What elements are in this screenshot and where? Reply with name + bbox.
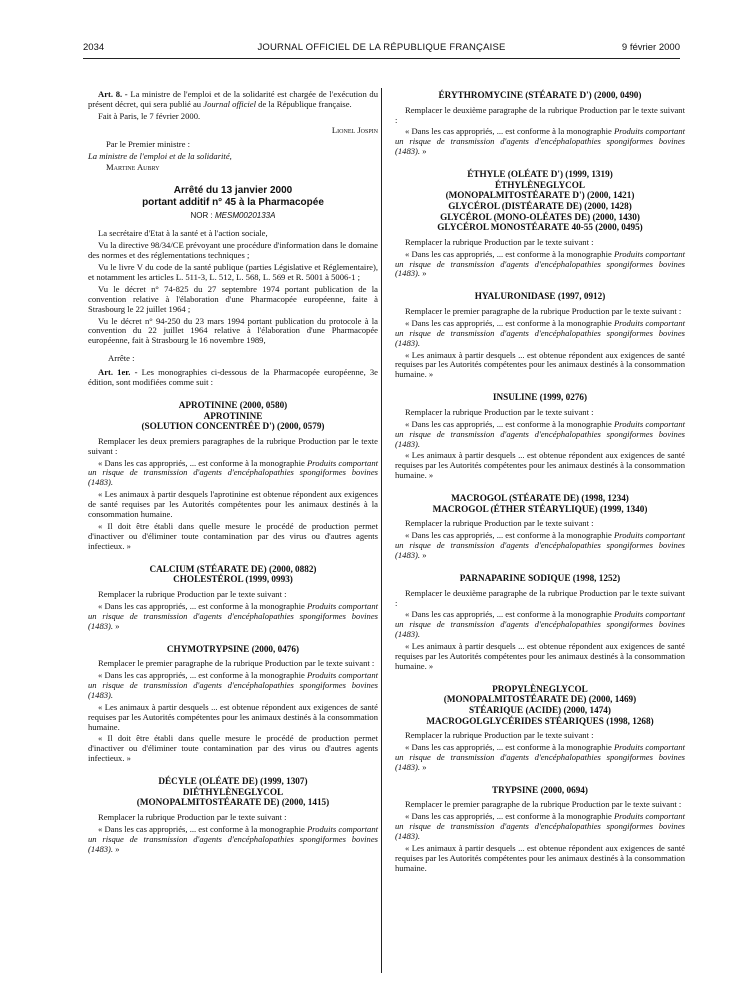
visa-1: Vu la directive 98/34/CE prévoyant une procédure d'information dans le domaine des normes et des réglementations techniques ; bbox=[88, 240, 378, 261]
section-title-parnaparine: PARNAPARINE SODIQUE (1998, 1252) bbox=[459, 573, 621, 583]
section-title-ethyle: ÉTHYLE (OLÉATE D') (1999, 1319) ÉTHYLÈNEGLYCOL (MONOPALMITOSTÉARATE D') (2000, 1421) GLYCÉROL (DISTÉARATE DE) (2000, 1428) GLYCÉROL (MONO-OLÉATES DE) (2000, 1430) GLYCÉROL MONOSTÉARATE 40-55 (2000, 0495) bbox=[437, 169, 643, 233]
paragraph: Remplacer la rubrique Production par le texte suivant : bbox=[405, 236, 594, 247]
article-1: Art. 1er. - Les monographies ci-dessous de la Pharmacopée européenne, 3e édition, sont modifiées comme suit : bbox=[88, 367, 378, 388]
header-rule bbox=[83, 58, 680, 59]
paragraph: Remplacer la rubrique Production par le texte suivant : bbox=[98, 811, 287, 822]
arrete-title: Arrêté du 13 janvier 2000 portant additif n° 45 à la Pharmacopée bbox=[142, 185, 324, 208]
visa-4: Vu le décret n° 94-250 du 23 mars 1994 portant publication du protocole à la convention du 22 juillet 1964 relative à l'élaboration d'une Pharmacopée européenne, fait à Strasbourg le 16 novembre 1989, bbox=[88, 315, 378, 346]
paragraph: Remplacer le premier paragraphe de la rubrique Production par le texte suivant : bbox=[98, 658, 375, 669]
page-header bbox=[83, 42, 680, 56]
paragraph: « Les animaux à partir desquels ... est obtenue répondent aux exigences de santé requises par les Autorités compétentes pour les animaux destinés à la consommation humaine. bbox=[395, 843, 685, 873]
paragraph: « Les animaux à partir desquels ... est obtenue répondent aux exigences de santé requises par les Autorités compétentes pour les animaux destinés à la consommation humaine. bbox=[88, 701, 378, 732]
paragraph: « Dans les cas appropriés, ... est conforme à la monographie Produits comportant un risque de transmission d'agents d'encéphalopathies spongiformes bovines (1483). » bbox=[395, 248, 686, 279]
par-premier-ministre: Par le Premier ministre : bbox=[106, 138, 191, 149]
paragraph: « Dans les cas appropriés, ... est conforme à la monographie Produits comportant un risque de transmission d'agents d'encéphalopathies spongiformes bovines (1483). bbox=[88, 670, 379, 700]
paragraph: « Dans les cas appropriés, ... est conforme à la monographie Produits comportant un risque de transmission d'agents d'encéphalopathies spongiformes bovines (1483). bbox=[395, 609, 686, 640]
nor-reference: NOR : MESM0020133A bbox=[190, 211, 276, 221]
paragraph: « Les animaux à partir desquels l'aprotinine est obtenue répondent aux exigences de santé requises par les Autorités compétentes pour les animaux destinés à la consommation humaine. bbox=[88, 489, 378, 520]
section-title-decyle: DÉCYLE (OLÉATE DE) (1999, 1307) DIÉTHYLÈNEGLYCOL (MONOPALMITOSTÉARATE DE) (2000, 1415) bbox=[136, 776, 330, 808]
article-8: Art. 8. - La ministre de l'emploi et de la solidarité est chargée de l'exécution du présent décret, qui sera publié au Journal officiel de la République française. bbox=[88, 89, 378, 109]
section-title-chymotrypsine: CHYMOTRYPSINE (2000, 0476) bbox=[166, 643, 300, 654]
paragraph: « Dans les cas appropriés, ... est conforme à la monographie Produits comportant un risque de transmission d'agents d'encéphalopathies spongiformes bovines (1483). bbox=[395, 418, 686, 449]
paragraph: « Dans les cas appropriés, ... est conforme à la monographie Produits comportant un risque de transmission d'agents d'encéphalopathies spongiformes bovines (1483). » bbox=[395, 530, 686, 561]
paragraph: Remplacer la rubrique Production par le texte suivant : bbox=[98, 588, 287, 599]
paragraph: « Dans les cas appropriés, ... est conforme à la monographie Produits comportant un risque de transmission d'agents d'encéphalopathies spongiformes bovines (1483). bbox=[395, 317, 686, 348]
visa-3: Vu le décret n° 74-825 du 27 septembre 1974 portant publication de la convention relative à l'élaboration d'une Pharmacopée européenne, faite à Strasbourg le 22 juillet 1964 ; bbox=[88, 283, 378, 314]
paragraph: Remplacer la rubrique Production par le texte suivant : bbox=[405, 518, 594, 529]
paragraph: « Dans les cas appropriés, ... est conforme à la monographie Produits comportant un risque de transmission d'agents d'encéphalopathies spongiformes bovines (1483). » bbox=[88, 600, 379, 631]
section-title-hyaluronidase: HYALURONIDASE (1997, 0912) bbox=[474, 291, 606, 302]
issue-date: 9 février 2000 bbox=[621, 42, 680, 53]
right-column bbox=[395, 90, 685, 876]
section-title-erythromycine: ÉRYTHROMYCINE (STÉARATE D') (2000, 0490) bbox=[438, 90, 642, 100]
section-title-calcium: CALCIUM (STÉARATE DE) (2000, 0882) CHOLESTÉROL (1999, 0993) bbox=[149, 563, 317, 585]
signatory: Lionel Jospin bbox=[331, 124, 378, 135]
ministre-title: La ministre de l'emploi et de la solidarité, bbox=[88, 150, 232, 161]
paragraph: Remplacer la rubrique Production par le texte suivant : bbox=[405, 406, 594, 417]
intro-text: La secrétaire d'Etat à la santé et à l'action sociale, bbox=[98, 228, 268, 239]
paragraph: Remplacer les deux premiers paragraphes de la rubrique Production par le texte suivant : bbox=[88, 435, 378, 456]
paragraph: Remplacer le premier paragraphe de la rubrique Production par le texte suivant : bbox=[405, 799, 682, 810]
fait-a-paris: Fait à Paris, le 7 février 2000. bbox=[98, 110, 201, 121]
section-title-insuline: INSULINE (1999, 0276) bbox=[492, 392, 588, 403]
left-column bbox=[88, 90, 378, 857]
journal-title: JOURNAL OFFICIEL DE LA RÉPUBLIQUE FRANÇAISE bbox=[257, 42, 506, 53]
visa-2: Vu le livre V du code de la santé publique (parties Législative et Réglementaire), et notamment les articles L. 511-3, L. 512, L. 568, L. 569 et R. 5001 à 5006-1 ; bbox=[88, 261, 378, 282]
arrete-label: Arrête : bbox=[108, 353, 135, 364]
paragraph: « Dans les cas appropriés, ... est conforme à la monographie Produits comportant un risque de transmission d'agents d'encéphalopathies spongiformes bovines (1483). bbox=[395, 811, 686, 842]
column-divider bbox=[381, 88, 382, 973]
paragraph: « Dans les cas appropriés, ... est conforme à la monographie Produits comportant un risque de transmission d'agents d'encéphalopathies spongiformes bovines (1483). bbox=[88, 457, 379, 488]
section-title-trypsine: TRYPSINE (2000, 0694) bbox=[492, 784, 588, 795]
paragraph: « Les animaux à partir desquels ... est obtenue répondent aux exigences de santé requises par les Autorités compétentes pour les animaux destinés à la consommation humaine. » bbox=[395, 349, 685, 380]
paragraph: « Dans les cas appropriés, ... est conforme à la monographie Produits comportant un risque de transmission d'agents d'encéphalopathies spongiformes bovines (1483). » bbox=[395, 126, 686, 157]
paragraph: « Il doit être établi dans quelle mesure le procédé de production permet d'inactiver ou d'éliminer toute contamination par des virus ou d'autres agents infectieux. » bbox=[88, 520, 378, 551]
section-title-macrogol: MACROGOL (STÉARATE DE) (1998, 1234) MACROGOL (ÉTHER STÉARYLIQUE) (1999, 1340) bbox=[432, 493, 648, 514]
page-number: 2034 bbox=[83, 42, 105, 53]
paragraph: « Il doit être établi dans quelle mesure le procédé de production permet d'inactiver ou d'éliminer toute contamination par des virus ou d'autres agents infectieux. » bbox=[88, 733, 378, 764]
paragraph: « Les animaux à partir desquels ... est obtenue répondent aux exigences de santé requises par les Autorités compétentes pour les animaux destinés à la consommation humaine. » bbox=[395, 641, 685, 671]
section-title-aprotinine: APROTININE (2000, 0580) APROTININE (SOLUTION CONCENTRÉE D') (2000, 0579) bbox=[141, 399, 325, 432]
section-title-propyleneglycol: PROPYLÈNEGLYCOL (MONOPALMITOSTÉARATE DE) (2000, 1469) STÉARIQUE (ACIDE) (2000, 1474) MACROGOLGLYCÉRIDES STÉARIQUES (1998, 1268) bbox=[426, 683, 654, 726]
paragraph: Remplacer la rubrique Production par le texte suivant : bbox=[405, 730, 594, 741]
paragraph: « Les animaux à partir desquels ... est obtenue répondent aux exigences de santé requises par les Autorités compétentes pour les animaux destinés à la consommation humaine. » bbox=[395, 450, 685, 481]
paragraph: « Dans les cas appropriés, ... est conforme à la monographie Produits comportant un risque de transmission d'agents d'encéphalopathies spongiformes bovines (1483). » bbox=[88, 823, 379, 854]
paragraph: « Dans les cas appropriés, ... est conforme à la monographie Produits comportant un risque de transmission d'agents d'encéphalopathies spongiformes bovines (1483). » bbox=[395, 742, 686, 772]
paragraph: Remplacer le deuxième paragraphe de la rubrique Production par le texte suivant : bbox=[395, 104, 685, 125]
ministre-name: Martine Aubry bbox=[106, 162, 160, 173]
paragraph: Remplacer le premier paragraphe de la rubrique Production par le texte suivant : bbox=[405, 305, 682, 316]
paragraph: Remplacer le deuxième paragraphe de la rubrique Production par le texte suivant : bbox=[395, 587, 685, 608]
